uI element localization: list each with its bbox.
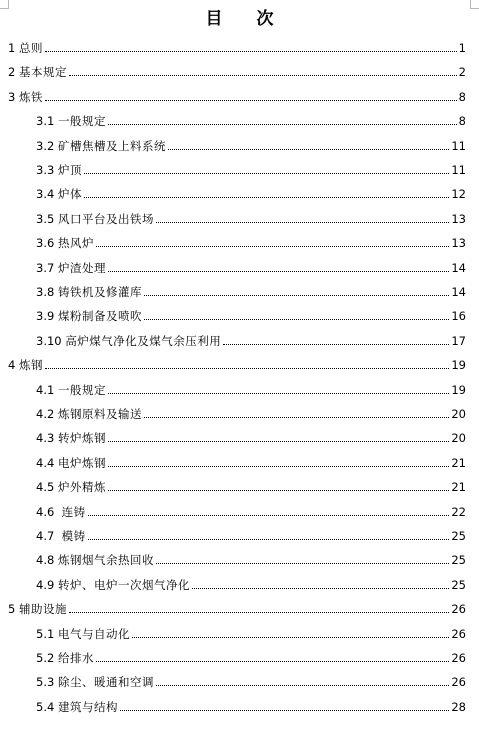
toc-entry-number: 4.6 bbox=[36, 504, 62, 519]
toc-entry[interactable] bbox=[36, 161, 466, 177]
toc-entry-label: 基本规定 bbox=[18, 65, 67, 80]
dot-leader bbox=[88, 538, 450, 540]
toc-entry-label: 炉顶 bbox=[57, 163, 82, 177]
toc-entry-number: 3.10 bbox=[36, 333, 66, 348]
toc-entry-page-number: 20 bbox=[451, 407, 466, 421]
toc-entry[interactable] bbox=[36, 478, 466, 494]
toc-entry[interactable] bbox=[8, 600, 466, 616]
toc-entry-number: 4.1 bbox=[36, 382, 58, 397]
toc-entry-label: 炼钢 bbox=[18, 358, 43, 373]
toc-entry[interactable] bbox=[8, 356, 466, 372]
toc-entry-number: 4.9 bbox=[36, 577, 58, 592]
toc-entry-page-number: 25 bbox=[451, 553, 466, 568]
dot-leader bbox=[156, 221, 449, 223]
toc-entry-number: 5 bbox=[8, 602, 19, 617]
toc-entry-number: 5.1 bbox=[36, 626, 58, 641]
toc-entry-page-number: 25 bbox=[451, 529, 466, 543]
toc-entry-number: 3.4 bbox=[36, 187, 58, 202]
toc-entry-number: 3.6 bbox=[36, 236, 58, 251]
toc-entry[interactable] bbox=[36, 576, 466, 592]
toc-entry-page-number: 26 bbox=[451, 626, 466, 641]
toc-entry[interactable] bbox=[36, 283, 466, 299]
toc-entry-page-number: 12 bbox=[451, 187, 466, 202]
toc-entry[interactable] bbox=[36, 527, 466, 543]
toc-entry-page-number: 1 bbox=[458, 41, 466, 55]
toc-entry-number: 4.2 bbox=[36, 407, 58, 421]
dot-leader bbox=[144, 416, 449, 418]
toc-entry[interactable] bbox=[36, 185, 466, 201]
dot-leader bbox=[96, 245, 449, 247]
toc-entry-label: 热风炉 bbox=[57, 236, 94, 251]
toc-entry-label: 总则 bbox=[18, 41, 43, 55]
dot-leader bbox=[45, 367, 449, 369]
toc-entry-label: 辅助设施 bbox=[18, 602, 67, 617]
toc-entry-number: 3 bbox=[8, 89, 19, 104]
dot-leader bbox=[108, 489, 449, 491]
toc-entry[interactable] bbox=[36, 112, 466, 128]
toc-entry-page-number: 21 bbox=[451, 480, 466, 495]
toc-entry-label: 电炉炼钢 bbox=[57, 455, 106, 470]
toc-entry-label: 炼铁 bbox=[18, 89, 43, 104]
toc-entry-label: 炼钢原料及输送 bbox=[57, 407, 142, 421]
dot-leader bbox=[192, 587, 449, 589]
toc-entry-page-number: 14 bbox=[451, 260, 466, 275]
toc-entry-page-number: 22 bbox=[451, 504, 466, 519]
toc-entry-page-number: 14 bbox=[451, 285, 466, 299]
toc-entry[interactable] bbox=[36, 551, 466, 567]
toc-entry-number: 3.2 bbox=[36, 138, 58, 153]
dot-leader bbox=[69, 611, 449, 613]
toc-entry-label: 炉渣处理 bbox=[57, 260, 106, 275]
toc-entry-label: 风口平台及出铁场 bbox=[57, 211, 154, 226]
toc-entry[interactable] bbox=[36, 649, 466, 665]
toc-entry-page-number: 19 bbox=[451, 382, 466, 397]
toc-entry-number: 4.7 bbox=[36, 529, 62, 543]
toc-entry-page-number: 25 bbox=[451, 577, 466, 592]
toc-entry-page-number: 20 bbox=[451, 431, 466, 446]
toc-entry-number: 3.8 bbox=[36, 285, 58, 299]
toc-entry-page-number: 8 bbox=[458, 114, 466, 129]
toc-entry-number: 5.2 bbox=[36, 651, 58, 665]
toc-entry-number: 4.5 bbox=[36, 480, 58, 495]
toc-entry-label: 煤粉制备及喷吹 bbox=[57, 309, 142, 324]
dot-leader bbox=[45, 99, 457, 101]
toc-entry-page-number: 19 bbox=[451, 358, 466, 373]
dot-leader bbox=[108, 123, 457, 125]
toc-entry-page-number: 26 bbox=[451, 675, 466, 690]
toc-entry-label: 铸铁机及修灌库 bbox=[57, 285, 142, 299]
toc-entry-page-number: 13 bbox=[451, 211, 466, 226]
toc-entry[interactable] bbox=[36, 429, 466, 445]
toc-entry-label: 给排水 bbox=[57, 651, 94, 665]
dot-leader bbox=[144, 294, 449, 296]
toc-entry-page-number: 16 bbox=[451, 309, 466, 324]
toc-entry[interactable] bbox=[36, 137, 466, 153]
toc-entry-label: 转炉炼钢 bbox=[57, 431, 106, 446]
toc-entry-number: 4.8 bbox=[36, 553, 58, 568]
toc-entry-label: 模铸 bbox=[61, 529, 86, 543]
dot-leader bbox=[108, 392, 449, 394]
toc-entry-page-number: 21 bbox=[451, 455, 466, 470]
dot-leader bbox=[156, 684, 449, 686]
dot-leader bbox=[168, 148, 449, 150]
toc-entry-label: 炼钢烟气余热回收 bbox=[57, 553, 154, 568]
toc-entry-page-number: 13 bbox=[451, 236, 466, 251]
toc-entry-number: 5.4 bbox=[36, 699, 58, 714]
toc-entry[interactable] bbox=[36, 332, 466, 348]
toc-entry[interactable] bbox=[36, 210, 466, 226]
dot-leader bbox=[108, 270, 449, 272]
toc-entry[interactable] bbox=[36, 381, 466, 397]
toc-entry-label: 电气与自动化 bbox=[57, 626, 130, 641]
toc-entry-label: 除尘、暖通和空调 bbox=[57, 675, 154, 690]
toc-entry-number: 3.1 bbox=[36, 114, 58, 129]
dot-leader bbox=[96, 660, 449, 662]
toc-entry[interactable] bbox=[36, 454, 466, 470]
toc-entry-label: 高炉煤气净化及煤气余压利用 bbox=[65, 333, 222, 348]
dot-leader bbox=[144, 318, 449, 320]
toc-entry[interactable] bbox=[36, 673, 466, 689]
dot-leader bbox=[45, 50, 457, 52]
toc-entry-label: 建筑与结构 bbox=[57, 699, 118, 714]
toc-entry-number: 3.5 bbox=[36, 211, 58, 226]
toc-entry-label: 矿槽焦槽及上料系统 bbox=[57, 138, 166, 153]
dot-leader bbox=[108, 440, 449, 442]
toc-entry-label: 连铸 bbox=[61, 504, 86, 519]
toc-entry[interactable] bbox=[8, 63, 466, 79]
toc-entry-number: 3.3 bbox=[36, 163, 58, 177]
toc-entry-number: 5.3 bbox=[36, 675, 58, 690]
dot-leader bbox=[69, 74, 457, 76]
toc-entry[interactable] bbox=[36, 625, 466, 641]
toc-entry-number: 4.3 bbox=[36, 431, 58, 446]
dot-leader bbox=[132, 636, 449, 638]
toc-entry-number: 1 bbox=[8, 41, 19, 55]
toc-entry-page-number: 2 bbox=[458, 65, 466, 80]
toc-entry-number: 2 bbox=[8, 65, 19, 80]
toc-entry-label: 炉体 bbox=[57, 187, 82, 202]
toc-title: 目 次 bbox=[205, 9, 288, 29]
toc-entry-number: 3.9 bbox=[36, 309, 58, 324]
toc-entry[interactable] bbox=[8, 88, 466, 104]
toc-entry[interactable] bbox=[8, 39, 466, 55]
toc-entry-page-number: 11 bbox=[451, 138, 466, 153]
toc-entry-number: 3.7 bbox=[36, 260, 58, 275]
toc-entry-page-number: 26 bbox=[451, 651, 466, 665]
dot-leader bbox=[156, 562, 449, 564]
toc-entry-page-number: 28 bbox=[451, 699, 466, 714]
toc-entry[interactable] bbox=[36, 234, 466, 250]
toc-entry-page-number: 26 bbox=[451, 602, 466, 617]
toc-entry-label: 炉外精炼 bbox=[57, 480, 106, 495]
toc-entry-label: 一般规定 bbox=[57, 114, 106, 129]
dot-leader bbox=[108, 465, 449, 467]
toc-entry[interactable] bbox=[36, 698, 466, 714]
toc-entry-label: 转炉、电炉一次烟气净化 bbox=[57, 577, 190, 592]
dot-leader bbox=[120, 709, 449, 711]
dot-leader bbox=[84, 196, 449, 198]
dot-leader bbox=[84, 172, 449, 174]
toc-entry[interactable] bbox=[36, 405, 466, 421]
toc-entry-number: 4 bbox=[8, 358, 19, 373]
toc-entry-page-number: 8 bbox=[458, 89, 466, 104]
toc-entry-page-number: 17 bbox=[451, 333, 466, 348]
toc-entry-number: 4.4 bbox=[36, 455, 58, 470]
toc-entry[interactable] bbox=[36, 259, 466, 275]
toc-entry-page-number: 11 bbox=[451, 163, 466, 177]
dot-leader bbox=[223, 343, 449, 345]
dot-leader bbox=[88, 514, 450, 516]
toc-entry-label: 一般规定 bbox=[57, 382, 106, 397]
toc-entry[interactable] bbox=[36, 307, 466, 323]
toc-entry[interactable] bbox=[36, 503, 466, 519]
